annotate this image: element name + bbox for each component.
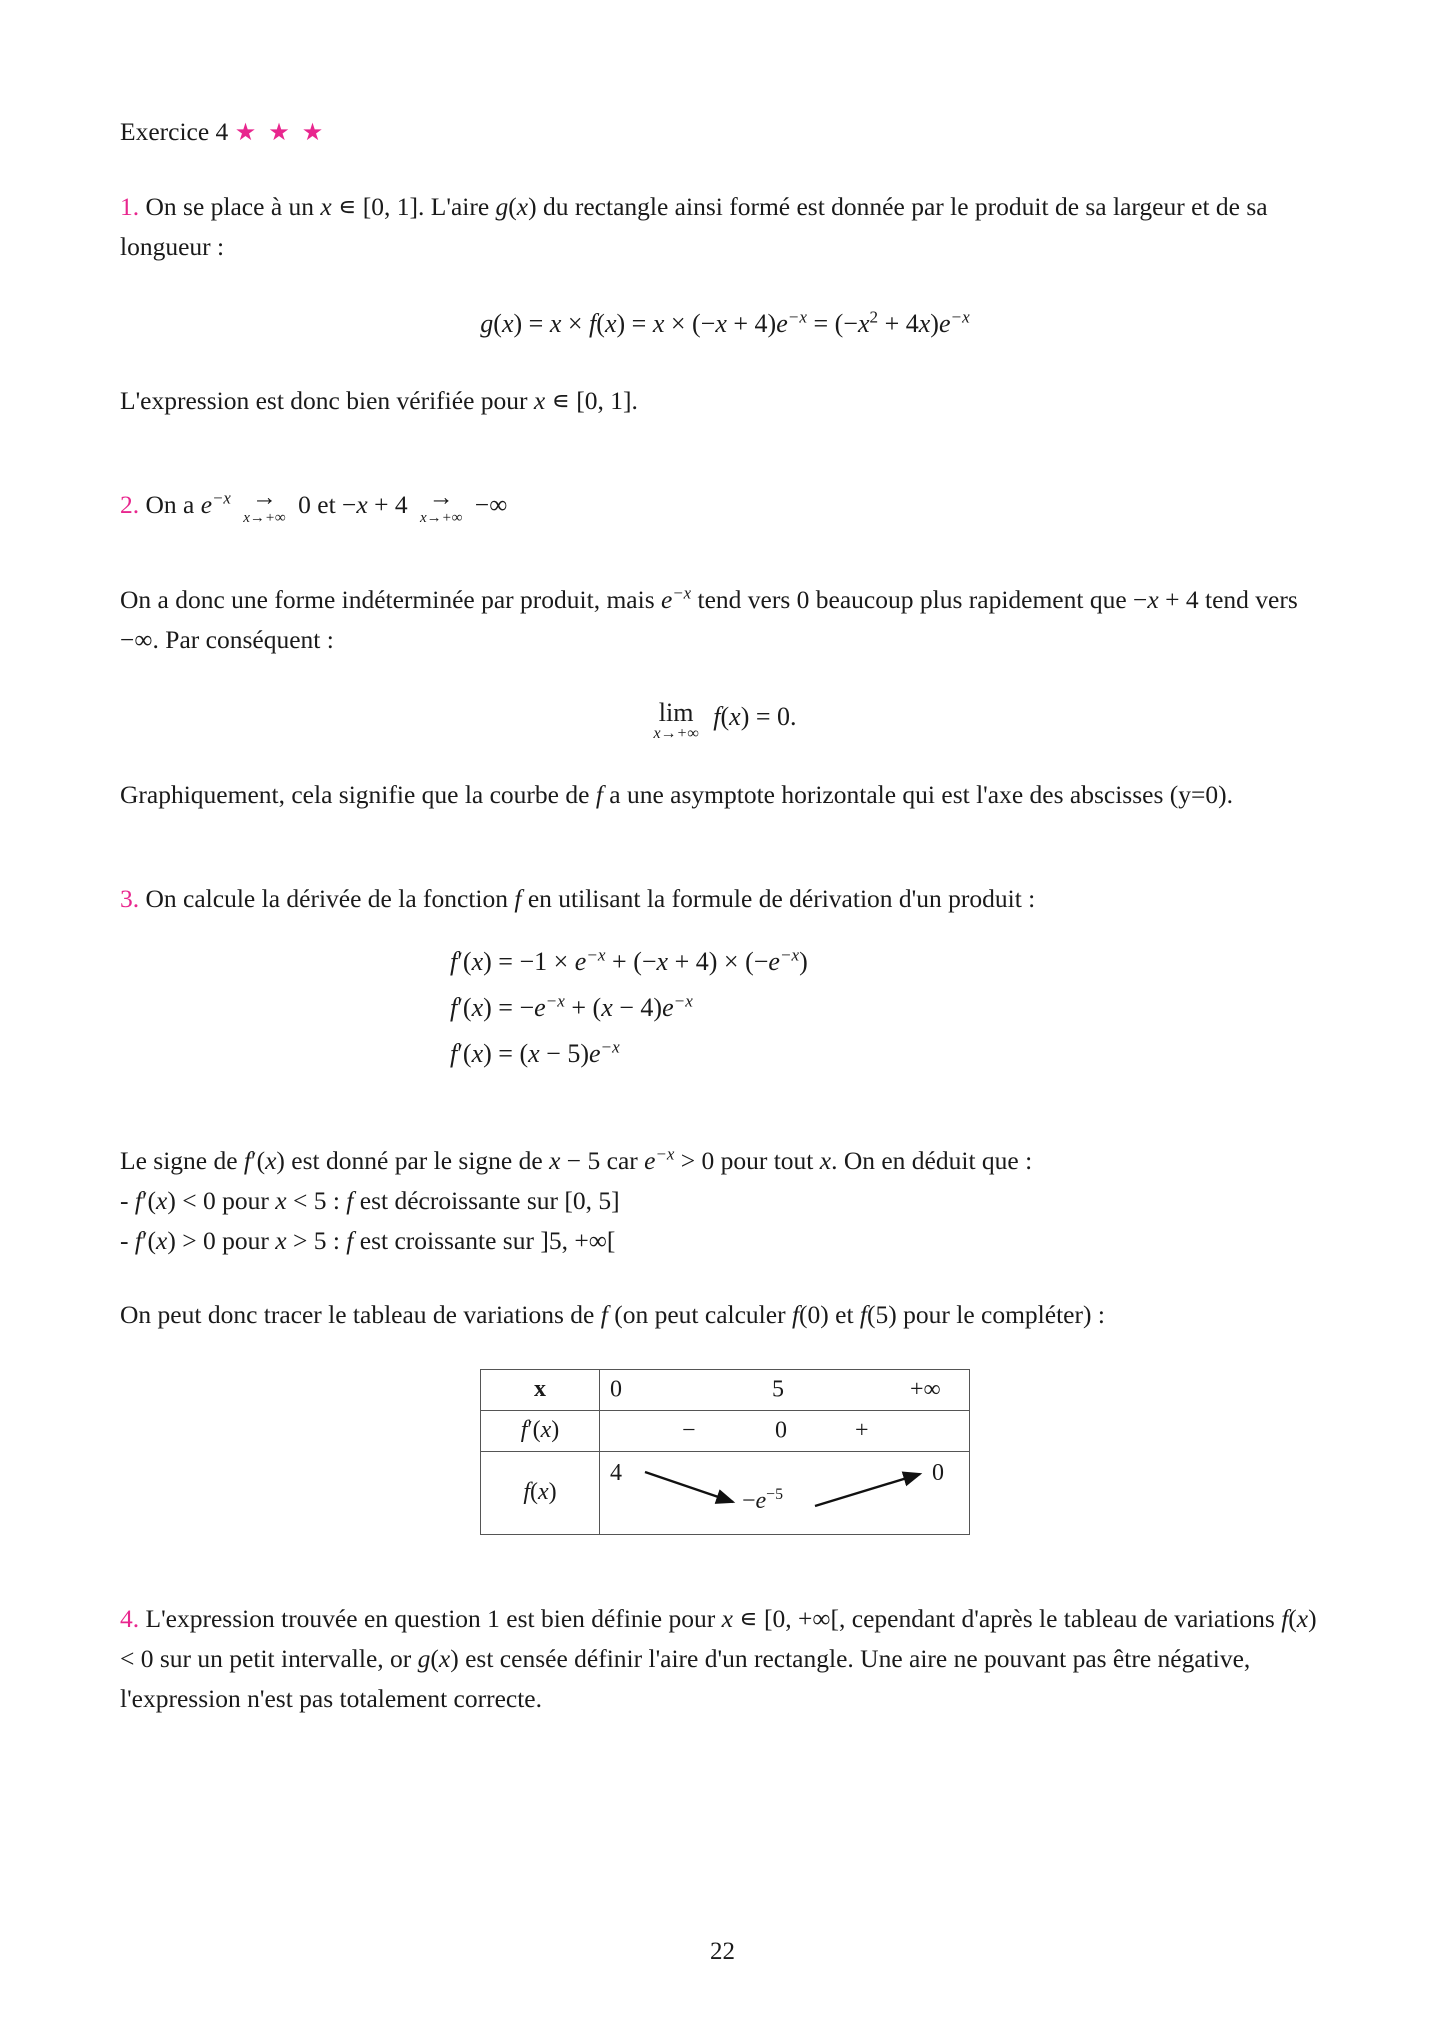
limit-arrow-1-sub: x→+∞	[243, 509, 286, 526]
spacer	[120, 153, 1330, 187]
lim-label: lim	[658, 697, 694, 727]
limit-arrow-2: → x→+∞	[420, 483, 463, 526]
limit-arrow-1: → x→+∞	[243, 483, 286, 526]
q3-sign-c: car	[600, 1145, 645, 1175]
spacer	[120, 1077, 1330, 1141]
q2-para1-b: tend vers 0 beaucoup plus rapidement que	[691, 584, 1134, 614]
row-values-derivative	[600, 1410, 970, 1451]
lim-operator	[653, 699, 698, 743]
q2-graphical-note	[120, 775, 1330, 815]
row-label-f: f(x)	[481, 1451, 600, 1534]
table-row-x	[481, 1369, 970, 1410]
q3-table-intro: On peut donc tracer le tableau de variations de f (on peut calculer f(0) et f(5) pour le compléter) :	[120, 1299, 1105, 1329]
spacer	[120, 347, 1330, 381]
derivative-line-3: $f'(x) = (x - 5)e^{-x}$	[450, 1037, 620, 1068]
x-value-1: 5	[772, 1376, 784, 1403]
spacer	[120, 421, 1330, 485]
q2-para1-a: On a donc une forme indéterminée par produit, mais	[120, 584, 661, 614]
q3-sign-d: > 0 pour tout	[674, 1145, 820, 1175]
q2-limit-equation: lim x→+∞ f(x) = 0.	[653, 697, 797, 742]
q2-para1-d: tend vers −∞. Par conséquent :	[120, 584, 1298, 654]
spacer	[120, 528, 1330, 580]
lim-sub: x→+∞	[653, 724, 699, 742]
q2-explanation: On a donc une forme indéterminée par produit, mais $e^{-x}$ tend vers 0 beaucoup plus rapidement que −x + 4 tend vers −∞. Par conséquent :	[120, 583, 1298, 654]
spacer	[120, 1261, 1330, 1295]
exercise-heading	[120, 112, 1330, 153]
q2-conj: et	[317, 490, 336, 519]
variation-arrows	[600, 1452, 960, 1534]
q3-sign-b: est donné par le signe de	[284, 1145, 550, 1175]
question-1-number: 1.	[120, 192, 140, 221]
f-value-start: 4	[610, 1459, 622, 1486]
spacer	[120, 660, 1330, 694]
q3-text-f: f	[514, 883, 522, 913]
variation-table-wrapper	[120, 1369, 1330, 1535]
limit-arrow-2-sub: x→+∞	[420, 509, 463, 526]
question-4-paragraph: 4. L'expression trouvée en question 1 est bien définie pour x ∊ [0, +∞[, cependant d'après le tableau de variations f(x) < 0 sur un petit intervalle, or g(x) est censée définir l'aire d'un rectangle. Une aire ne pouvant pas être négative, l'expression n'est pas totalement correcte.	[120, 1603, 1317, 1713]
derivative-line-2: $f'(x) = -e^{-x} + (x - 4)e^{-x}$	[450, 991, 693, 1022]
f-value-end: 0	[932, 1459, 944, 1486]
question-3-number: 3.	[120, 883, 140, 913]
arrow-decreasing	[645, 1472, 733, 1502]
x-value-2: +∞	[910, 1376, 941, 1403]
x-value-0: 0	[610, 1376, 622, 1403]
sign-0: −	[682, 1417, 696, 1444]
spacer	[120, 1535, 1330, 1599]
table-row-function	[481, 1451, 970, 1534]
derivative-line-1: $f'(x) = -1 \times e^{-x} + (-x + 4) \times (-e^{-x})$	[450, 945, 808, 976]
q1-text-c: du rectangle ainsi formé est donnée par le produit de sa largeur et de sa longueur :	[120, 192, 1268, 261]
difficulty-stars-icon: ★ ★ ★	[234, 120, 327, 146]
q1-text-b: . L'aire	[418, 192, 496, 221]
row-label-fprime: f′(x)	[481, 1410, 600, 1451]
q4-text-a: L'expression trouvée en question 1 est bien définie pour	[145, 1603, 722, 1633]
question-2-number: 2.	[120, 490, 140, 519]
q1-closing: L'expression est donc bien vérifiée pour x ∊ [0, 1].	[120, 386, 638, 415]
row-values-function	[600, 1451, 970, 1534]
q3-sign-x: x	[819, 1145, 832, 1175]
q3-derivative-equations	[120, 939, 1330, 1077]
q3-bullet-1: - f′(x) < 0 pour x < 5 : f est décroissante sur [0, 5]	[120, 1185, 620, 1215]
sign-2: +	[855, 1417, 869, 1444]
q3-sign-a: Le signe de	[120, 1145, 244, 1175]
arrow-increasing	[815, 1474, 920, 1506]
f-value-min: $-e^{-5}$	[742, 1485, 784, 1514]
q1-equation: $g(x) = x \times f(x) = x \times (-x + 4)e^{-x} = (-x^2 + 4x)e^{-x}$	[480, 307, 970, 338]
page-number: 22	[710, 1938, 735, 1965]
spacer	[120, 815, 1330, 879]
variation-table	[480, 1369, 970, 1535]
question-1-paragraph: 1. On se place à un x ∊ [0, 1]. L'aire g(x) du rectangle ainsi formé est donnée par le produit de sa largeur et de sa longueur :	[120, 192, 1268, 261]
table-row-derivative	[481, 1410, 970, 1451]
q3-bullet-2: - f′(x) > 0 pour x > 5 : f est croissante sur ]5, +∞[	[120, 1225, 616, 1255]
q3-text-a: On calcule la dérivée de la fonction	[145, 883, 515, 913]
q2-para2-a: Graphiquement, cela signifie que la courbe de	[120, 779, 596, 809]
q4-text-d: est censée définir l'aire d'un rectangle. Une aire ne pouvant pas être négative, l'expression n'est pas totalement correcte.	[120, 1643, 1251, 1713]
q2-limit2: −∞	[474, 490, 508, 519]
row-label-x: x	[481, 1369, 600, 1410]
question-2-paragraph: 2. On a $e^{-x}$ → x→+∞ 0 et −x + 4 → x→+∞ −∞	[120, 483, 508, 526]
q4-text-c: < 0 sur un petit intervalle, or	[120, 1643, 418, 1673]
sign-1: 0	[775, 1417, 787, 1444]
spacer	[120, 1335, 1330, 1369]
spacer	[120, 919, 1330, 939]
spacer	[120, 741, 1330, 775]
q2-limit1: 0	[298, 490, 311, 519]
spacer	[120, 267, 1330, 301]
q2-para2-b: a une asymptote horizontale qui est l'axe des abscisses (y=0).	[602, 779, 1233, 809]
q1-text-a: On se place à un	[145, 192, 321, 221]
row-values-x	[600, 1369, 970, 1410]
question-3-paragraph	[120, 879, 1330, 919]
q3-sign-f: . On en déduit que :	[831, 1145, 1033, 1175]
question-4-number: 4.	[120, 1603, 140, 1633]
q2-lead: On a	[145, 490, 195, 519]
page-content	[120, 112, 1330, 1719]
q3-text-b: en utilisant la formule de dérivation d'un produit :	[521, 883, 1036, 913]
exercise-title: Exercice 4	[120, 117, 229, 146]
q3-sign-paragraph: Le signe de f′(x) est donné par le signe de x − 5 car $e^{-x} > 0$ pour tout x. On en déduit que :	[120, 1144, 1033, 1175]
q2-para2-f: f	[595, 779, 603, 809]
q4-text-b: , cependant d'après le tableau de variations	[839, 1603, 1282, 1633]
